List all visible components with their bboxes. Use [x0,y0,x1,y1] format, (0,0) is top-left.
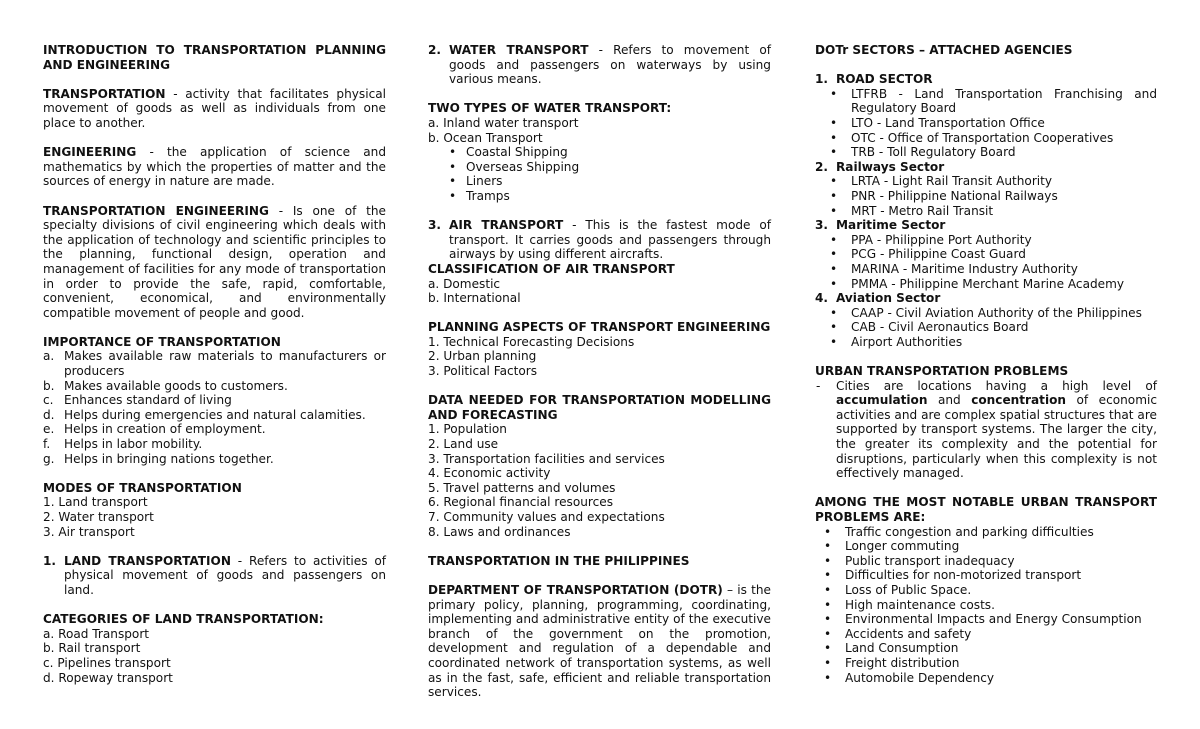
list-item: • CAB - Civil Aeronautics Board [830,320,1029,335]
engineering-definition: ENGINEERING - the application of science and mathematics by which the properties of matter and the sources of energy in nature are made. [43,145,386,189]
bullet-icon: • [824,568,832,583]
bullet-icon: • [824,582,832,597]
list-item: • Longer commuting [824,539,960,554]
water-types-heading: TWO TYPES OF WATER TRANSPORT: [428,101,672,116]
list-item: • Coastal Shipping [449,145,568,160]
bullet-icon: • [449,159,457,174]
list-item: • PNR - Philippine National Railways [830,188,1058,203]
bullet-icon: • [824,670,832,685]
bullet-icon: • [824,553,832,568]
list-item: • Airport Authorities [830,334,963,349]
list-item: • CAAP - Civil Aviation Authority of the Philippines [830,305,1142,320]
list-item: 3. Political Factors [428,364,538,379]
list-item: 3. Transportation facilities and services [428,451,665,466]
bullet-icon: • [830,130,838,145]
philippines-heading: TRANSPORTATION IN THE PHILIPPINES [428,553,690,568]
list-item: 6. Regional financial resources [428,495,613,510]
list-item: • Automobile Dependency [824,670,995,685]
list-item: d. Ropeway transport [43,670,173,685]
notable-problems-heading: AMONG THE MOST NOTABLE URBAN TRANSPORT PROBLEMS ARE: [815,495,1157,524]
list-item: 2. Land use [428,437,499,452]
list-item: • TRB - Toll Regulatory Board [830,145,1016,160]
list-item: • MARINA - Maritime Industry Authority [830,261,1078,276]
list-item: • PMMA - Philippine Merchant Marine Academy [830,276,1125,291]
list-item: a. Inland water transport [428,115,579,130]
list-item: b. Rail transport [43,641,141,656]
bullet-icon: • [449,188,457,203]
sector-maritime: 3. Maritime Sector [815,218,946,233]
list-item: • LRTA - Light Rail Transit Authority [830,174,1053,189]
list-item: a. Road Transport [43,626,150,641]
list-item: • PPA - Philippine Port Authority [830,232,1032,247]
list-item: • Tramps [449,188,510,203]
sector-railways: 2. Railways Sector [815,159,945,174]
air-classification-heading: CLASSIFICATION OF AIR TRANSPORT [428,261,675,276]
list-item: 1. Land transport [43,495,148,510]
list-item: • LTO - Land Transportation Office [830,115,1045,130]
column-2 [428,43,771,700]
bullet-icon: • [830,145,838,160]
list-item: a. Makes available raw materials to manufacturers or producers [43,349,386,379]
column-1 [43,43,386,685]
list-item: • PCG - Philippine Coast Guard [830,247,1026,262]
bullet-icon: • [830,276,838,291]
bullet-icon: • [824,597,832,612]
list-item: 2. Urban planning [428,349,537,364]
list-item: • Loss of Public Space. [824,582,972,597]
bullet-icon: • [830,247,838,262]
list-item: g. Helps in bringing nations together. [43,451,274,466]
bullet-icon: • [830,305,838,320]
bullet-icon: • [824,612,832,627]
ocean-transport-list [428,145,771,203]
bullet-icon: • [449,145,457,160]
list-item: • Environmental Impacts and Energy Consumption [824,612,1142,627]
bullet-icon: • [824,626,832,641]
data-needed-heading: DATA NEEDED FOR TRANSPORTATION MODELLING AND FORECASTING [428,393,771,422]
list-item: d. Helps during emergencies and natural calamities. [43,407,366,422]
bullet-icon: • [830,320,838,335]
bullet-icon: • [830,188,838,203]
list-item: e. Helps in creation of employment. [43,422,266,437]
list-item: • Liners [449,174,503,189]
bullet-icon: • [830,174,838,189]
intro-heading: INTRODUCTION TO TRANSPORTATION PLANNING AND ENGINEERING [43,43,386,72]
urban-problems-heading: URBAN TRANSPORTATION PROBLEMS [815,364,1069,379]
list-item: • OTC - Office of Transportation Cooperatives [830,130,1114,145]
list-item: 5. Travel patterns and volumes [428,480,616,495]
list-item: 7. Community values and expectations [428,510,665,524]
transportation-engineering-definition: TRANSPORTATION ENGINEERING - Is one of the specialty divisions of civil engineering which deals with the application of technology and scientific principles to the planning, functional design, operation and management of facilities for any mode of transportation in order to provide the safe, rapid, comfortable, convenient, economical, and environmentally compatible movement of people and good. [43,203,386,320]
air-transport-definition: 3. AIR TRANSPORT - This is the fastest mode of transport. It carries goods and passengers through airways by using different aircrafts. [428,218,771,262]
bullet-icon: • [830,203,838,218]
list-item: • Freight distribution [824,655,960,670]
bullet-icon: • [830,261,838,276]
list-item: • MRT - Metro Rail Transit [830,203,994,218]
list-item: 8. Laws and ordinances [428,524,571,539]
sector-road: 1. ROAD SECTOR [815,72,933,87]
bullet-icon: • [824,641,832,656]
transportation-definition: TRANSPORTATION - activity that facilitates physical movement of goods as well as individuals from one place to another. [43,86,386,130]
bullet-icon: • [449,174,457,189]
list-item: b. Makes available goods to customers. [43,378,288,393]
urban-problems-text: - Cities are locations having a high level of accumulation and concentration of economic activities and are complex spatial structures that are supported by transport systems. The larger the city, the greater its complexity and the potential for disruptions, particularly when this complexity is not effectively managed. [816,378,1157,481]
notable-problems-list [815,525,1157,686]
importance-list [43,349,386,466]
list-item: • High maintenance costs. [824,597,995,612]
land-transportation-definition: 1. LAND TRANSPORTATION - Refers to activities of physical movement of goods and passengers on land. [43,553,386,597]
list-item: • Public transport inadequacy [824,553,1015,568]
list-item: 2. Water transport [43,510,154,524]
bullet-icon: • [824,539,832,554]
dotr-definition: DEPARTMENT OF TRANSPORTATION (DOTR) – is the primary policy, planning, programming, coordinating, implementing and administrative entity of the executive branch of the government on the promotion, development and regulation of a dependable and coordinated network of transportation systems, as well as in the fast, safe, efficient and reliable transportation services. [428,582,771,700]
sectors-heading: DOTr SECTORS – ATTACHED AGENCIES [815,43,1073,57]
column-3 [815,43,1157,685]
list-item: b. Ocean Transport [428,130,543,145]
water-transport-definition: 2. WATER TRANSPORT - Refers to movement of goods and passengers on waterways by using various means. [428,43,771,87]
list-item: 1. Technical Forecasting Decisions [428,334,635,349]
bullet-icon: • [824,524,832,539]
list-item: • Difficulties for non-motorized transport [824,568,1082,583]
list-item: 3. Air transport [43,524,135,539]
bullet-icon: • [830,115,838,130]
sector-aviation: 4. Aviation Sector [815,291,941,306]
modes-heading: MODES OF TRANSPORTATION [43,480,242,495]
list-item: • Land Consumption [824,641,959,656]
list-item: • Accidents and safety [824,626,972,641]
list-item: a. Domestic [428,276,501,291]
list-item: 4. Economic activity [428,466,551,481]
list-item: • Traffic congestion and parking difficulties [824,524,1094,539]
list-item: f. Helps in labor mobility. [43,437,203,452]
land-categories-heading: CATEGORIES OF LAND TRANSPORTATION: [43,612,324,627]
list-item: • LTFRB - Land Transportation Franchising and Regulatory Board [830,86,1157,116]
list-item: c. Pipelines transport [43,655,171,670]
list-item: 1. Population [428,422,507,437]
bullet-icon: • [830,86,838,101]
list-item: • Overseas Shipping [449,159,580,174]
bullet-icon: • [830,334,838,349]
bullet-icon: • [830,232,838,247]
bullet-icon: • [824,655,832,670]
importance-heading: IMPORTANCE OF TRANSPORTATION [43,334,281,349]
planning-aspects-heading: PLANNING ASPECTS OF TRANSPORT ENGINEERING [428,320,771,335]
list-item: c. Enhances standard of living [43,393,232,408]
list-item: b. International [428,291,521,306]
